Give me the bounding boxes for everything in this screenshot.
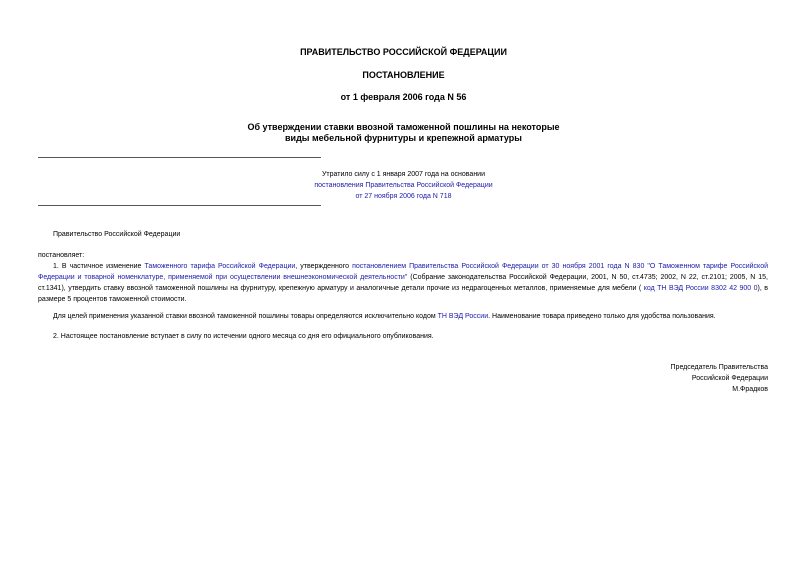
divider-bottom [38,205,321,206]
repeal-note [200,169,607,202]
repeal-note-text: Утратило силу с 1 января 2007 года на основании [321,171,486,178]
intro-text: Правительство Российской Федерации [53,231,181,238]
item-2-paragraph: 2. Настоящее постановление вступает в силу по истечении одного месяца со дня его официального опубликования. [53,333,434,340]
item-1-text-b: , утвержденного [295,263,353,270]
item-1-text-c: (Собрание законодательства Российской Федерации, 2001, N 50, ст.4735; 2002, N 22, ст.2101; 2005, N 15, ст.1341), утвердить ставку ввозной таможенной пошлины на фурнитуру, крепежную арматуру и аналогичные детали прочие из недрагоценных металлов, применяемые для мебели ( [38,274,768,292]
document-date-number: от 1 февраля 2006 года N 56 [340,92,467,102]
item-1-text-d: ), в размере 5 процентов таможенной стоимости. [38,285,768,303]
item-1-paragraph [38,261,768,305]
note-paragraph [38,311,768,322]
government-heading: ПРАВИТЕЛЬСТВО РОССИЙСКОЙ ФЕДЕРАЦИИ [300,47,507,57]
signer-position-1: Председатель Правительства [670,364,768,371]
repeal-decree-date-link[interactable]: от 27 ноября 2006 года N 718 [355,193,452,200]
note-text-b: . Наименование товара приведено только для удобства пользования. [488,313,716,320]
title-line-2: виды мебельной фурнитуры и крепежной арматуры [285,133,522,143]
tnved-code-link[interactable]: код ТН ВЭД России 8302 42 900 0 [643,285,758,292]
item-1-text-a: 1. В частичное изменение [53,263,145,270]
decree-word: постановляет: [38,252,85,259]
document-type: ПОСТАНОВЛЕНИЕ [362,70,445,80]
customs-tariff-link[interactable]: Таможенного тарифа Российской Федерации [144,263,296,270]
signature-block [568,362,768,395]
title-line-1: Об утверждении ставки ввозной таможенной пошлины на некоторые [247,122,560,132]
tnved-link[interactable]: ТН ВЭД России [437,313,489,320]
decree-830-link[interactable]: постановлением Правительства Российской Федерации от 30 ноября 2001 года N 830 "О Таможенном тарифе Российской Федерации и товарной номенклатуре, применяемой при осуществлении внешнеэкономической деятельности" [38,263,769,281]
repeal-decree-link[interactable]: постановления Правительства Российской Федерации [314,182,493,189]
divider-top [38,157,321,158]
signer-name: М.Фрадков [732,386,768,393]
document-title [200,122,607,144]
note-text-a: Для целей применения указанной ставки ввозной таможенной пошлины товары определяются исключительно кодом [53,313,438,320]
signer-position-2: Российской Федерации [691,375,768,382]
